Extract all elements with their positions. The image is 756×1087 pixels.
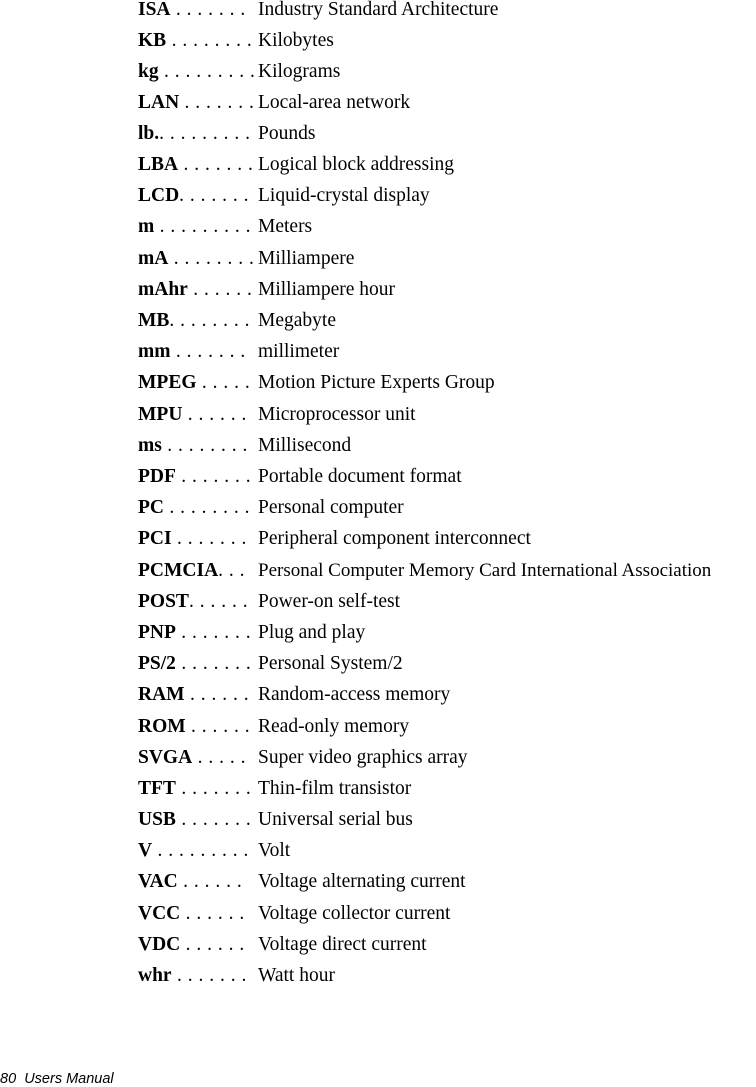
leader-dots: . . . . . . (180, 903, 245, 924)
leader-dots: . . . . . . . (178, 154, 254, 175)
leader-dots: . . . . . . . . . (158, 61, 256, 82)
manual-title: Users Manual (24, 1071, 114, 1087)
glossary-term: PDF (138, 466, 176, 487)
glossary-entry (138, 466, 462, 491)
glossary-definition: Kilograms (258, 61, 341, 82)
leader-dots: . . . . . . . . (161, 435, 248, 456)
leader-dots: . . . . . . (187, 279, 253, 300)
glossary-term: USB (138, 809, 176, 830)
glossary-entry (138, 92, 411, 117)
glossary-term: ROM (138, 716, 186, 737)
leader-dots: . . . (218, 560, 246, 581)
glossary-term: whr (138, 965, 172, 986)
leader-dots: . . . . . . . (175, 809, 252, 830)
glossary-definition: millimeter (258, 341, 340, 362)
glossary-entry (138, 279, 396, 304)
leader-dots: . . . . . . . . . (154, 216, 251, 237)
glossary-term: MPU (138, 404, 183, 425)
glossary-definition: Voltage collector current (258, 903, 451, 924)
glossary-definition: Peripheral component interconnect (258, 528, 531, 549)
leader-dots: . . . . . . . . . (159, 123, 251, 144)
glossary-definition: Watt hour (258, 965, 335, 986)
glossary-entry (138, 840, 291, 865)
glossary-term: V (138, 840, 153, 861)
glossary-term: lb. (138, 123, 160, 144)
glossary-term: m (138, 216, 155, 237)
glossary-definition: Random-access memory (258, 684, 451, 705)
glossary-term: VCC (138, 903, 181, 924)
glossary-entry (138, 747, 468, 772)
leader-dots: . . . . . . . . (169, 310, 251, 331)
glossary-entry (138, 372, 495, 397)
glossary-definition: Kilobytes (258, 30, 334, 51)
glossary-definition: Meters (258, 216, 313, 237)
glossary-term: ms (138, 435, 162, 456)
glossary-entry (138, 716, 410, 741)
leader-dots: . . . . . . . . . (152, 840, 249, 861)
glossary-definition: Pounds (258, 123, 316, 144)
glossary-entry (138, 185, 430, 210)
page-number: 80 (0, 1071, 17, 1087)
leader-dots: . . . . . . . (175, 778, 252, 799)
leader-dots: . . . . . . . (175, 653, 252, 674)
leader-dots: . . . . . . (182, 404, 247, 425)
glossary-term: MB (138, 310, 170, 331)
glossary-entry (138, 61, 341, 86)
glossary-term: RAM (138, 684, 185, 705)
glossary-entry (138, 123, 316, 148)
leader-dots: . . . . . . . (179, 92, 255, 113)
leader-dots: . . . . . . . (171, 965, 247, 986)
glossary-definition: Industry Standard Architecture (258, 0, 499, 20)
glossary-definition: Megabyte (258, 310, 336, 331)
glossary-entry (138, 965, 335, 990)
leader-dots: . . . . . . . (175, 466, 252, 487)
glossary-term: mA (138, 248, 169, 269)
glossary-entry (138, 310, 336, 335)
leader-dots: . . . . . (192, 747, 246, 768)
glossary-entry (138, 591, 401, 616)
glossary-definition: Volt (258, 840, 291, 861)
glossary-definition: Personal computer (258, 497, 404, 518)
glossary-entry (138, 248, 355, 273)
glossary-definition: Thin-film transistor (258, 778, 412, 799)
glossary-entry (138, 154, 455, 179)
leader-dots: . . . . . (196, 372, 251, 393)
glossary-entry (138, 30, 334, 55)
glossary-definition: Millisecond (258, 435, 352, 456)
glossary-definition: Voltage alternating current (258, 871, 466, 892)
glossary-term: PCMCIA (138, 560, 219, 581)
glossary-entry (138, 560, 712, 585)
leader-dots: . . . . . . . (175, 622, 252, 643)
glossary-term: ISA (138, 0, 171, 20)
glossary-entry (138, 404, 416, 429)
glossary-definition: Logical block addressing (258, 154, 455, 175)
glossary-definition: Plug and play (258, 622, 366, 643)
glossary-term: PNP (138, 622, 176, 643)
glossary-entry (138, 934, 427, 959)
glossary-entry (138, 216, 313, 241)
glossary-entry (138, 622, 366, 647)
leader-dots: . . . . . . . . (164, 497, 250, 518)
glossary-definition: Microprocessor unit (258, 404, 416, 425)
glossary-entry (138, 684, 451, 709)
leader-dots: . . . . . . (177, 871, 243, 892)
glossary-definition: Motion Picture Experts Group (258, 372, 495, 393)
glossary-term: mAhr (138, 279, 188, 300)
glossary-term: mm (138, 341, 171, 362)
glossary-definition: Liquid-crystal display (258, 185, 430, 206)
glossary-entry (138, 778, 412, 803)
glossary-definition: Portable document format (258, 466, 462, 487)
glossary-entry (138, 435, 352, 460)
glossary-entry (138, 871, 466, 896)
glossary-term: KB (138, 30, 167, 51)
glossary-term: LAN (138, 92, 180, 113)
glossary-term: MPEG (138, 372, 197, 393)
glossary-entry (138, 528, 531, 553)
glossary-definition: Local-area network (258, 92, 411, 113)
glossary-definition: Milliampere (258, 248, 355, 269)
glossary-term: VDC (138, 934, 181, 955)
glossary-entry (138, 497, 404, 522)
glossary-definition: Voltage direct current (258, 934, 427, 955)
glossary-definition: Personal Computer Memory Card International Association (258, 560, 712, 581)
glossary-term: SVGA (138, 747, 193, 768)
leader-dots: . . . . . . (180, 934, 245, 955)
leader-dots: . . . . . . . (170, 341, 246, 362)
glossary-term: LCD (138, 185, 180, 206)
glossary-definition: Personal System/2 (258, 653, 403, 674)
leader-dots: . . . . . . (188, 591, 249, 612)
leader-dots: . . . . . . . . (166, 30, 253, 51)
glossary-entry (138, 341, 340, 366)
leader-dots: . . . . . . (184, 684, 250, 705)
glossary-definition: Power-on self-test (258, 591, 401, 612)
glossary-definition: Super video graphics array (258, 747, 468, 768)
glossary-definition: Universal serial bus (258, 809, 413, 830)
glossary-entry (138, 809, 413, 834)
glossary-term: LBA (138, 154, 179, 175)
glossary-term: VAC (138, 871, 178, 892)
glossary-term: PS/2 (138, 653, 176, 674)
leader-dots: . . . . . . (185, 716, 251, 737)
glossary-entry (138, 653, 403, 678)
leader-dots: . . . . . . . (179, 185, 250, 206)
glossary-entry (138, 0, 499, 24)
glossary-term: kg (138, 61, 159, 82)
glossary-definition: Read-only memory (258, 716, 410, 737)
glossary-term: POST (138, 591, 189, 612)
glossary-term: PC (138, 497, 164, 518)
glossary-definition: Milliampere hour (258, 279, 396, 300)
glossary-term: PCI (138, 528, 172, 549)
glossary-entry (138, 903, 451, 928)
leader-dots: . . . . . . . (171, 528, 247, 549)
glossary-term: TFT (138, 778, 176, 799)
leader-dots: . . . . . . . . (168, 248, 255, 269)
leader-dots: . . . . . . . (170, 0, 246, 20)
